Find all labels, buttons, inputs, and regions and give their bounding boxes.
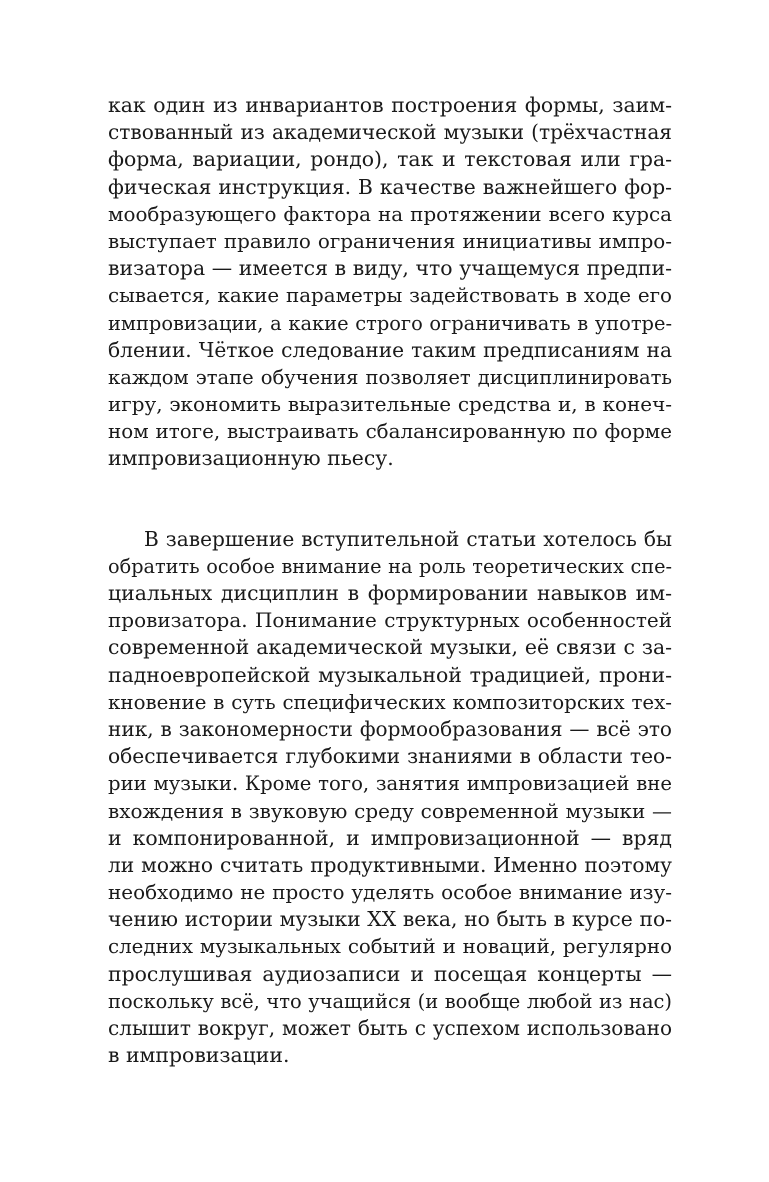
text-line: игру, экономить выразительные средства и, в конеч- bbox=[108, 392, 672, 417]
text-line: импровизации, а какие строго ограничивать в употре- bbox=[108, 311, 672, 335]
text-line: и компонированной, и импровизационной — вряд bbox=[108, 825, 672, 850]
text-line: слышит вокруг, может быть с успехом использовано bbox=[108, 1016, 672, 1040]
text-line: поскольку всё, что учащийся (и вообще любой из нас) bbox=[108, 989, 672, 1013]
text-line: необходимо не просто уделять особое внимание изу- bbox=[108, 880, 672, 905]
text-line: визатора — имеется в виду, что учащемуся предпи- bbox=[108, 256, 672, 281]
text-line: обратить особое внимание на роль теоретических спе- bbox=[108, 554, 672, 578]
text-line: ном итоге, выстраивать сбалансированную по форме bbox=[108, 420, 672, 444]
text-line: вхождения в звуковую среду современной музыки — bbox=[108, 798, 672, 823]
text-line: обеспечивается глубокими знаниями в области тео- bbox=[108, 744, 672, 769]
text-line: падноевропейской музыкальной традицией, прони- bbox=[108, 662, 672, 687]
text-line: в импровизации. bbox=[108, 1043, 290, 1068]
text-line: прослушивая аудиозаписи и посещая концерты — bbox=[108, 961, 672, 986]
text-line: В завершение вступительной статьи хотелось бы bbox=[144, 526, 672, 551]
text-line: циальных дисциплин в формировании навыков им- bbox=[108, 581, 672, 605]
text-line: блении. Чёткое следование таким предписаниям на bbox=[108, 337, 672, 362]
text-line: форма, вариации, рондо), так и текстовая или гра- bbox=[108, 147, 672, 172]
text-line: современной академической музыки, её связи с за- bbox=[108, 635, 672, 660]
text-line: фическая инструкция. В качестве важнейшего фор- bbox=[108, 174, 672, 199]
text-line: провизатора. Понимание структурных особенностей bbox=[108, 608, 672, 633]
text-line: следних музыкальных событий и новаций, регулярно bbox=[108, 935, 672, 959]
text-line: ник, в закономерности формообразования — всё это bbox=[108, 716, 672, 741]
text-line: каждом этапе обучения позволяет дисциплинировать bbox=[108, 365, 672, 389]
paragraph-1 bbox=[108, 92, 672, 473]
text-line: выступает правило ограничения инициативы импро- bbox=[108, 229, 672, 253]
text-line: мообразующего фактора на протяжении всего курса bbox=[108, 202, 672, 226]
book-page bbox=[108, 92, 672, 1069]
text-line: сывается, какие параметры задействовать в ходе его bbox=[108, 284, 672, 308]
text-line: кновение в суть специфических композиторских тех- bbox=[108, 690, 672, 714]
text-line: ствованный из академической музыки (трёхчастная bbox=[108, 120, 672, 145]
text-line: как один из инвариантов построения формы, заим- bbox=[108, 93, 672, 117]
paragraph-gap bbox=[108, 473, 672, 526]
text-line: ли можно считать продуктивными. Именно поэтому bbox=[108, 852, 672, 877]
paragraph-2 bbox=[108, 526, 672, 1070]
text-line: чению истории музыки XX века, но быть в курсе по- bbox=[108, 907, 672, 932]
text-line: рии музыки. Кроме того, занятия импровизацией вне bbox=[108, 772, 672, 796]
text-line: импровизационную пьесу. bbox=[108, 446, 394, 471]
